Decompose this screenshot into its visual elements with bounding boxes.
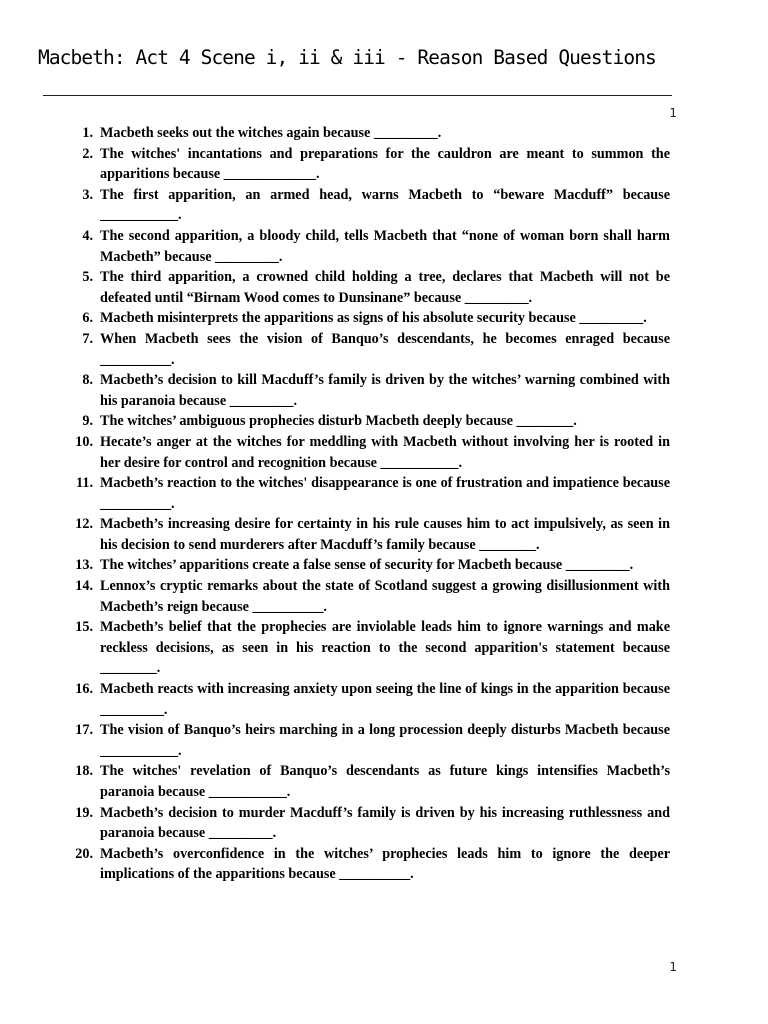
question-item xyxy=(0,803,768,844)
question-number: 6. xyxy=(82,310,93,327)
question-number: 17. xyxy=(75,722,93,739)
question-number: 20. xyxy=(75,845,93,862)
question-text: Macbeth reacts with increasing anxiety upon seeing the line of kings in the apparition because _________. xyxy=(100,681,670,718)
question-list xyxy=(0,123,768,885)
question-number: 15. xyxy=(75,619,93,636)
question-text: The first apparition, an armed head, warns Macbeth to “beware Macduff” because ___________. xyxy=(100,186,670,224)
question-number: 19. xyxy=(75,804,93,821)
question-number: 2. xyxy=(82,145,93,162)
question-number: 9. xyxy=(82,413,93,430)
question-text: The second apparition, a bloody child, tells Macbeth that “none of woman born shall harm Macbeth” because _________. xyxy=(100,227,670,265)
question-number: 1. xyxy=(82,125,93,141)
question-item xyxy=(0,144,768,185)
question-text: The witches’ ambiguous prophecies disturb Macbeth deeply because ________. xyxy=(100,413,577,430)
question-item xyxy=(0,226,768,267)
question-item xyxy=(0,432,768,473)
question-text: The witches' revelation of Banquo’s descendants as future kings intensifies Macbeth’s paranoia because ___________. xyxy=(100,763,670,800)
question-number: 10. xyxy=(75,433,93,450)
question-text: The witches’ apparitions create a false sense of security for Macbeth because _________. xyxy=(100,557,634,574)
question-text: The witches' incantations and preparations for the cauldron are meant to summon the apparitions because _____________. xyxy=(100,145,670,183)
question-text: Macbeth’s reaction to the witches' disappearance is one of frustration and impatience because __________. xyxy=(100,475,670,512)
question-number: 5. xyxy=(82,269,93,286)
page-title: Macbeth: Act 4 Scene i, ii & iii - Reason Based Questions xyxy=(38,46,656,69)
page-number-bottom: 1 xyxy=(669,960,677,974)
question-text: Macbeth seeks out the witches again because _________. xyxy=(100,125,442,141)
question-item xyxy=(0,370,768,411)
page-number-top: 1 xyxy=(669,106,677,120)
question-text: Macbeth’s decision to kill Macduff’s family is driven by the witches’ warning combined with his paranoia because _________. xyxy=(100,372,670,409)
question-text: Lennox’s cryptic remarks about the state of Scotland suggest a growing disillusionment with Macbeth’s reign because __________. xyxy=(100,578,670,615)
question-item xyxy=(0,576,768,617)
question-number: 14. xyxy=(75,578,93,595)
question-item xyxy=(0,844,768,885)
question-number: 16. xyxy=(75,681,93,698)
question-text: The vision of Banquo’s heirs marching in a long procession deeply disturbs Macbeth because ___________. xyxy=(100,722,670,759)
question-text: The third apparition, a crowned child holding a tree, declares that Macbeth will not be defeated until “Birnam Wood comes to Dunsinane” because _________. xyxy=(100,269,670,306)
question-item xyxy=(0,617,768,679)
question-item xyxy=(0,679,768,720)
question-text: Macbeth’s decision to murder Macduff’s family is driven by his increasing ruthlessness and paranoia because _________. xyxy=(100,804,670,842)
question-item xyxy=(0,185,768,226)
question-text: Hecate’s anger at the witches for meddling with Macbeth without involving her is rooted in her desire for control and recognition because ___________. xyxy=(100,433,670,471)
question-item xyxy=(0,555,768,576)
question-item xyxy=(0,267,768,308)
question-item xyxy=(0,761,768,802)
question-text: Macbeth’s increasing desire for certainty in his rule causes him to act impulsively, as seen in his decision to send murderers after Macduff’s family because ________. xyxy=(100,516,670,553)
question-number: 3. xyxy=(82,186,93,203)
question-number: 18. xyxy=(75,763,93,780)
question-text: Macbeth’s belief that the prophecies are inviolable leads him to ignore warnings and make reckless decisions, as seen in his reaction to the second apparition's statement because ________. xyxy=(100,619,670,677)
question-item xyxy=(0,411,768,432)
question-text: When Macbeth sees the vision of Banquo’s descendants, he becomes enraged because __________. xyxy=(100,330,670,368)
title-divider xyxy=(43,95,672,96)
question-number: 7. xyxy=(82,330,93,347)
question-item xyxy=(0,123,768,144)
question-number: 11. xyxy=(76,475,93,492)
question-item xyxy=(0,514,768,555)
question-item xyxy=(0,473,768,514)
question-text: Macbeth misinterprets the apparitions as signs of his absolute security because _________. xyxy=(100,310,647,327)
question-item xyxy=(0,720,768,761)
question-number: 12. xyxy=(75,516,93,533)
question-item xyxy=(0,329,768,370)
question-number: 8. xyxy=(82,372,93,389)
question-number: 13. xyxy=(75,557,93,574)
question-item xyxy=(0,308,768,329)
question-text: Macbeth’s overconfidence in the witches’ prophecies leads him to ignore the deeper implications of the apparitions because __________. xyxy=(100,845,670,883)
question-number: 4. xyxy=(82,227,93,244)
